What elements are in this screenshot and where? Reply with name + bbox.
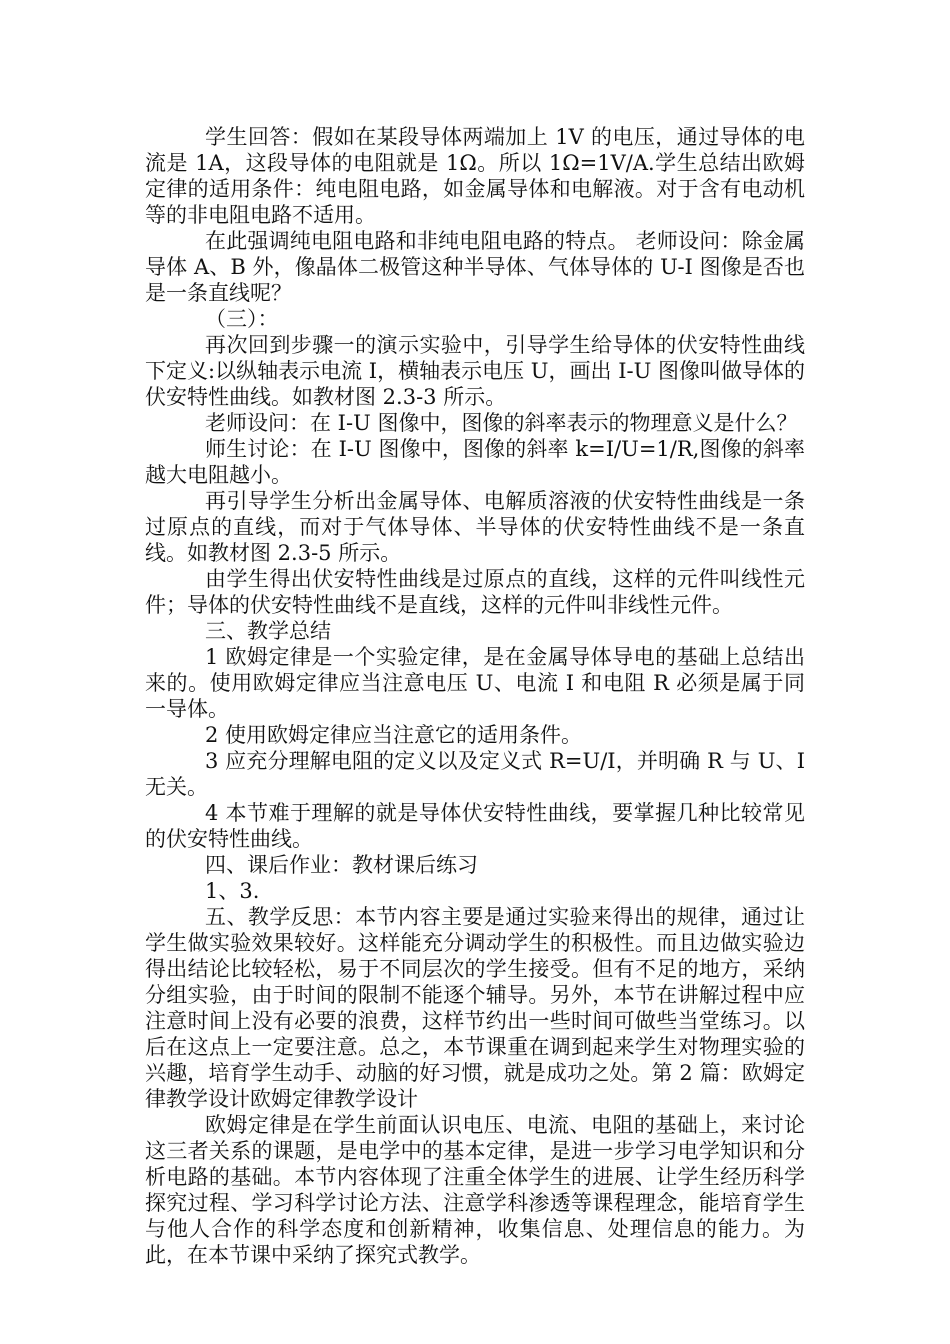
paragraph-linear-elements: 由学生得出伏安特性曲线是过原点的直线，这样的元件叫线性元件；导体的伏安特性曲线不是直线，这样的元件叫非线性元件。 (145, 567, 805, 617)
paragraph-iv-curve-definition: 再次回到步骤一的演示实验中，引导学生给导体的伏安特性曲线下定义:以纵轴表示电流 I，横轴表示电压 U，画出 I-U 图像叫做导体的伏安特性曲线。如教材图 2.3-3 所示。 (145, 333, 805, 409)
paragraph-teacher-question: 老师设问：在 I-U 图像中，图像的斜率表示的物理意义是什么？ (205, 411, 798, 435)
section-heading-homework: 四、课后作业：教材课后练习 (205, 853, 478, 877)
document-page (145, 124, 805, 1268)
paragraph-analysis: 再引导学生分析出金属导体、电解质溶液的伏安特性曲线是一条过原点的直线，而对于气体导体、半导体的伏安特性曲线不是一条直线。如教材图 2.3-5 所示。 (145, 489, 805, 565)
homework-items: 1、3. (205, 879, 260, 903)
paragraph-ohms-law-intro: 欧姆定律是在学生前面认识电压、电流、电阻的基础上，来讨论这三者关系的课题，是电学中的基本定律，是进一步学习电学知识和分析电路的基础。本节内容体现了注重全体学生的进展、让学生经历科学探究过程、学习科学讨论方法、注意学科渗透等课程理念，能培育学生与他人合作的科学态度和创新精神，收集信息、处理信息的能力。为此，在本节课中采纳了探究式教学。 (145, 1113, 805, 1267)
paragraph-discussion: 师生讨论：在 I-U 图像中，图像的斜率 k=I/U=1/R,图像的斜率越大电阻越小。 (145, 437, 805, 487)
summary-item-3: 3 应充分理解电阻的定义以及定义式 R=U/I，并明确 R 与 U、I 无关。 (145, 749, 805, 799)
summary-item-4: 4 本节难于理解的就是导体伏安特性曲线，要掌握几种比较常见的伏安特性曲线。 (145, 801, 805, 851)
summary-item-1: 1 欧姆定律是一个实验定律，是在金属导体导电的基础上总结出来的。使用欧姆定律应当注意电压 U、电流 I 和电阻 R 必须是属于同一导体。 (145, 645, 805, 721)
section-heading-three: （三）： (205, 307, 279, 331)
paragraph-emphasis: 在此强调纯电阻电路和非纯电阻电路的特点。 老师设问：除金属导体 A、B 外，像晶体二极管这种半导体、气体导体的 U-I 图像是否也是一条直线呢？ (145, 229, 805, 305)
paragraph-reflection: 五、教学反思：本节内容主要是通过实验来得出的规律，通过让学生做实验效果较好。这样能充分调动学生的积极性。而且边做实验边得出结论比较轻松，易于不同层次的学生接受。但有不足的地方，采纳分组实验，由于时间的限制不能逐个辅导。另外，本节在讲解过程中应注意时间上没有必要的浪费，这样节约出一些时间可做些当堂练习。以后在这点上一定要注意。总之，本节课重在调到起来学生对物理实验的兴趣，培育学生动手、动脑的好习惯，就是成功之处。第 2 篇：欧姆定律教学设计欧姆定律教学设计 (145, 905, 805, 1111)
summary-item-2: 2 使用欧姆定律应当注意它的适用条件。 (205, 723, 583, 747)
section-heading-summary: 三、教学总结 (205, 619, 331, 643)
paragraph-student-answer: 学生回答：假如在某段导体两端加上 1V 的电压，通过导体的电流是 1A，这段导体的电阻就是 1Ω。所以 1Ω=1V/A.学生总结出欧姆定律的适用条件：纯电阻电路，如金属导体和电解液。对于含有电动机等的非电阻电路不适用。 (145, 125, 805, 227)
